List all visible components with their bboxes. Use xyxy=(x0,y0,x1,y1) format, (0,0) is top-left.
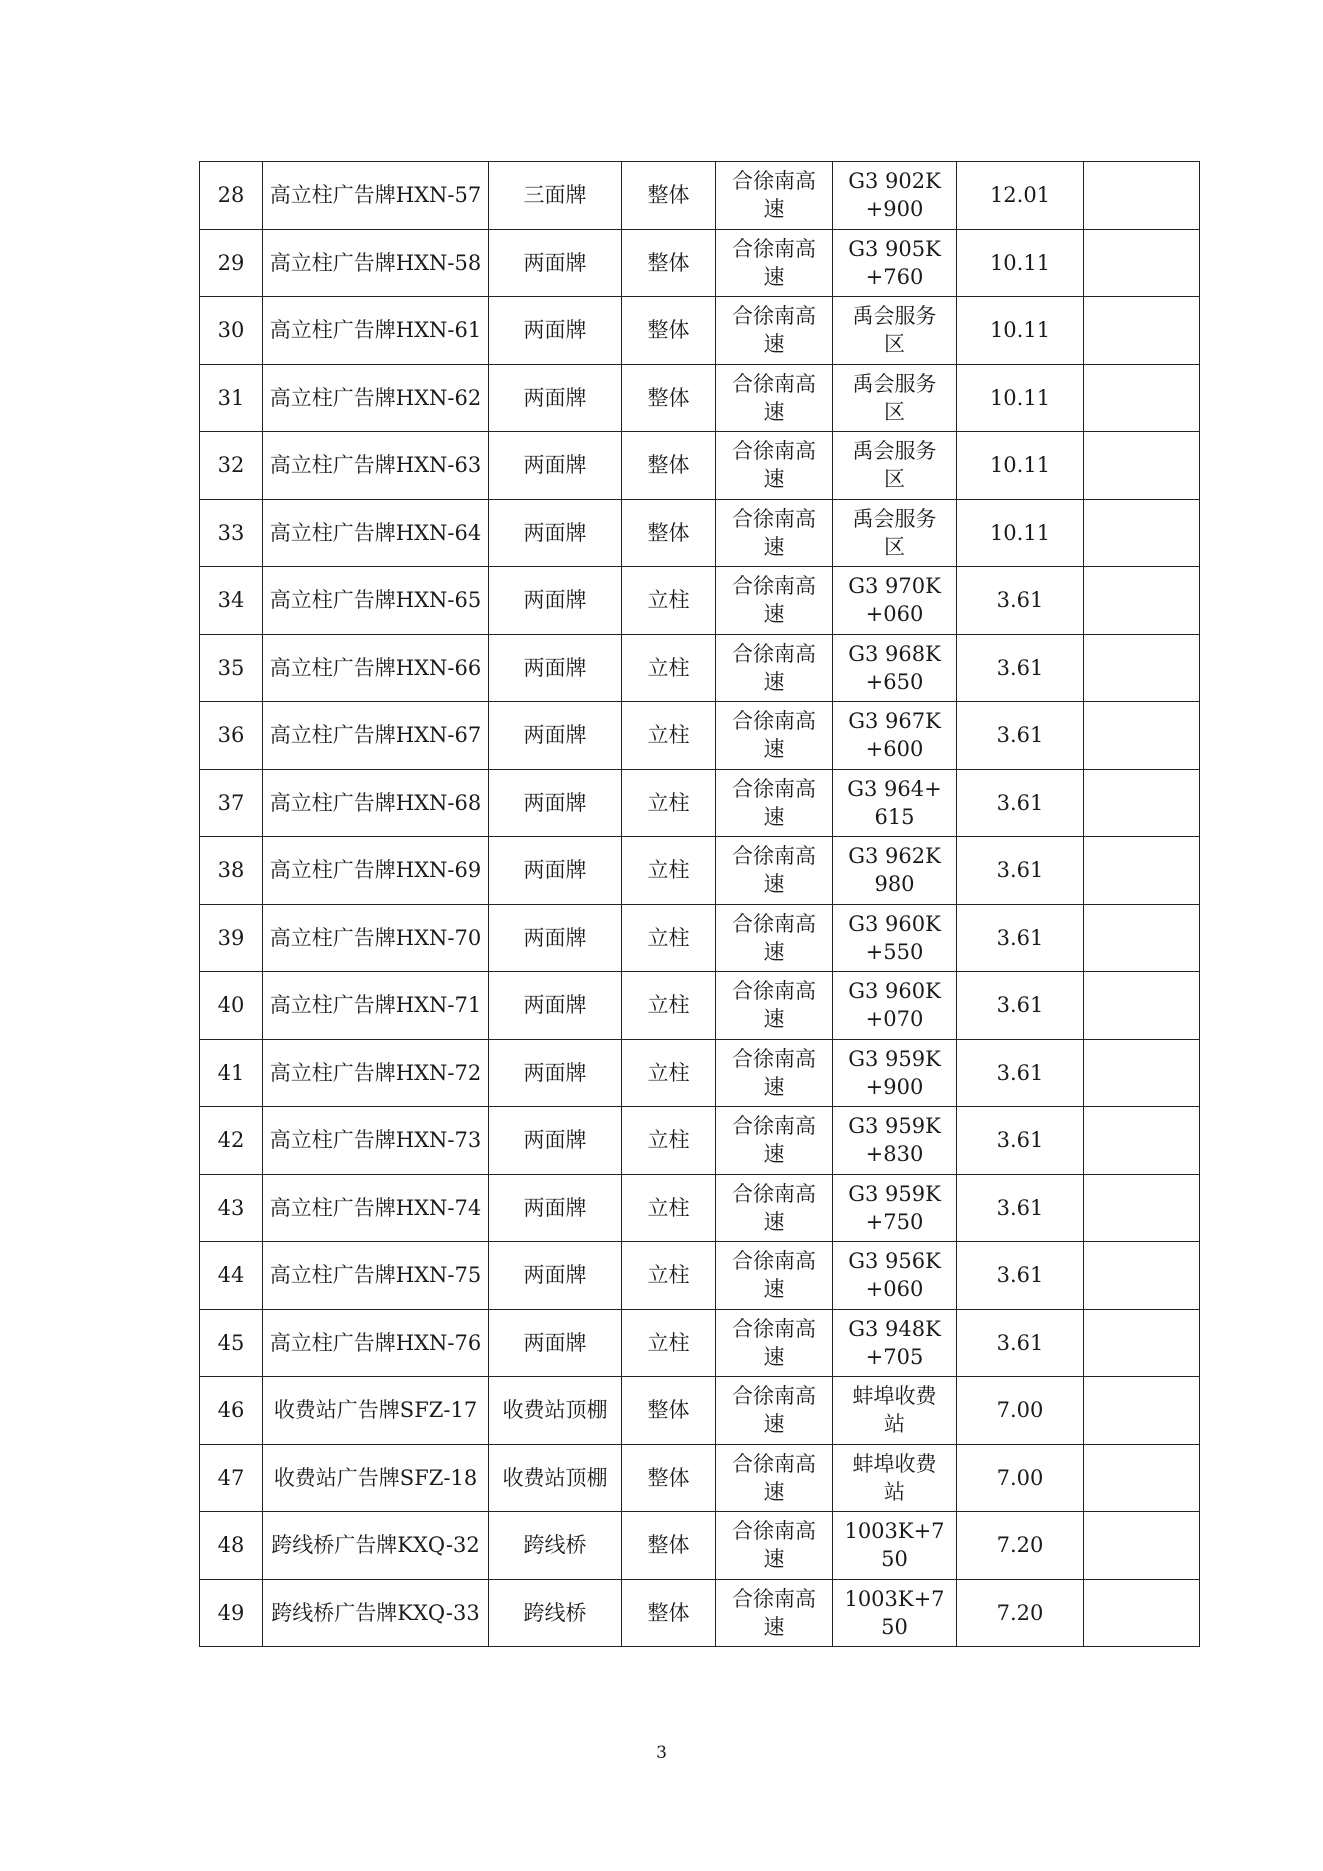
cell-type: 两面牌 xyxy=(489,1174,622,1242)
cell-location: 蚌埠收费站 xyxy=(833,1377,957,1445)
cell-road: 合徐南高速 xyxy=(716,904,833,972)
cell-name: 高立柱广告牌HXN-58 xyxy=(263,229,489,297)
cell-number: 42 xyxy=(200,1107,263,1175)
cell-number: 34 xyxy=(200,567,263,635)
cell-note xyxy=(1084,1039,1200,1107)
table-row xyxy=(200,1107,1200,1175)
cell-type: 两面牌 xyxy=(489,904,622,972)
cell-area: 3.61 xyxy=(957,1242,1084,1310)
cell-area: 3.61 xyxy=(957,837,1084,905)
cell-number: 35 xyxy=(200,634,263,702)
cell-number: 45 xyxy=(200,1309,263,1377)
cell-number: 43 xyxy=(200,1174,263,1242)
cell-number: 49 xyxy=(200,1579,263,1647)
cell-type: 两面牌 xyxy=(489,364,622,432)
cell-location: 禹会服务区 xyxy=(833,432,957,500)
cell-name: 高立柱广告牌HXN-61 xyxy=(263,297,489,365)
cell-road: 合徐南高速 xyxy=(716,972,833,1040)
cell-road: 合徐南高速 xyxy=(716,837,833,905)
cell-location: G3 959K+830 xyxy=(833,1107,957,1175)
cell-form: 整体 xyxy=(622,499,716,567)
cell-form: 整体 xyxy=(622,229,716,297)
cell-road: 合徐南高速 xyxy=(716,432,833,500)
table-row xyxy=(200,432,1200,500)
table-row xyxy=(200,1242,1200,1310)
cell-form: 整体 xyxy=(622,432,716,500)
cell-name: 高立柱广告牌HXN-72 xyxy=(263,1039,489,1107)
cell-location: G3 960K+070 xyxy=(833,972,957,1040)
table-row xyxy=(200,1512,1200,1580)
cell-location: 禹会服务区 xyxy=(833,499,957,567)
cell-location: G3 960K+550 xyxy=(833,904,957,972)
cell-name: 跨线桥广告牌KXQ-32 xyxy=(263,1512,489,1580)
cell-note xyxy=(1084,904,1200,972)
cell-road: 合徐南高速 xyxy=(716,1579,833,1647)
cell-area: 3.61 xyxy=(957,904,1084,972)
cell-note xyxy=(1084,972,1200,1040)
table-row xyxy=(200,297,1200,365)
cell-location: G3 968K+650 xyxy=(833,634,957,702)
cell-note xyxy=(1084,162,1200,230)
table-row xyxy=(200,972,1200,1040)
cell-number: 37 xyxy=(200,769,263,837)
cell-note xyxy=(1084,1444,1200,1512)
cell-note xyxy=(1084,1242,1200,1310)
cell-form: 整体 xyxy=(622,297,716,365)
cell-form: 立柱 xyxy=(622,634,716,702)
cell-name: 高立柱广告牌HXN-63 xyxy=(263,432,489,500)
cell-form: 整体 xyxy=(622,162,716,230)
cell-road: 合徐南高速 xyxy=(716,1039,833,1107)
cell-form: 立柱 xyxy=(622,1107,716,1175)
cell-type: 两面牌 xyxy=(489,1309,622,1377)
cell-area: 12.01 xyxy=(957,162,1084,230)
cell-road: 合徐南高速 xyxy=(716,229,833,297)
cell-name: 高立柱广告牌HXN-64 xyxy=(263,499,489,567)
cell-number: 30 xyxy=(200,297,263,365)
cell-type: 两面牌 xyxy=(489,634,622,702)
cell-number: 29 xyxy=(200,229,263,297)
cell-location: G3 962K980 xyxy=(833,837,957,905)
cell-location: G3 948K+705 xyxy=(833,1309,957,1377)
table-row xyxy=(200,1309,1200,1377)
cell-note xyxy=(1084,1579,1200,1647)
cell-number: 39 xyxy=(200,904,263,972)
cell-type: 收费站顶棚 xyxy=(489,1444,622,1512)
cell-name: 高立柱广告牌HXN-68 xyxy=(263,769,489,837)
table-row xyxy=(200,837,1200,905)
cell-number: 38 xyxy=(200,837,263,905)
cell-area: 10.11 xyxy=(957,364,1084,432)
cell-road: 合徐南高速 xyxy=(716,364,833,432)
cell-road: 合徐南高速 xyxy=(716,702,833,770)
cell-type: 两面牌 xyxy=(489,229,622,297)
cell-type: 两面牌 xyxy=(489,769,622,837)
table-row xyxy=(200,567,1200,635)
cell-location: 1003K+750 xyxy=(833,1579,957,1647)
cell-area: 3.61 xyxy=(957,702,1084,770)
cell-note xyxy=(1084,364,1200,432)
cell-location: G3 964+615 xyxy=(833,769,957,837)
cell-name: 高立柱广告牌HXN-71 xyxy=(263,972,489,1040)
cell-location: G3 970K+060 xyxy=(833,567,957,635)
cell-form: 整体 xyxy=(622,1512,716,1580)
cell-name: 收费站广告牌SFZ-17 xyxy=(263,1377,489,1445)
cell-area: 3.61 xyxy=(957,634,1084,702)
cell-type: 两面牌 xyxy=(489,1039,622,1107)
cell-note xyxy=(1084,634,1200,702)
cell-note xyxy=(1084,229,1200,297)
table-row xyxy=(200,229,1200,297)
cell-number: 46 xyxy=(200,1377,263,1445)
cell-location: G3 905K+760 xyxy=(833,229,957,297)
cell-name: 高立柱广告牌HXN-62 xyxy=(263,364,489,432)
cell-name: 高立柱广告牌HXN-70 xyxy=(263,904,489,972)
cell-area: 3.61 xyxy=(957,1039,1084,1107)
cell-area: 3.61 xyxy=(957,972,1084,1040)
cell-type: 收费站顶棚 xyxy=(489,1377,622,1445)
cell-type: 跨线桥 xyxy=(489,1579,622,1647)
cell-name: 高立柱广告牌HXN-57 xyxy=(263,162,489,230)
table-row xyxy=(200,364,1200,432)
cell-area: 7.00 xyxy=(957,1444,1084,1512)
table-row xyxy=(200,1579,1200,1647)
table-row xyxy=(200,499,1200,567)
cell-form: 整体 xyxy=(622,1444,716,1512)
cell-form: 立柱 xyxy=(622,769,716,837)
cell-location: G3 959K+900 xyxy=(833,1039,957,1107)
cell-name: 高立柱广告牌HXN-76 xyxy=(263,1309,489,1377)
cell-form: 立柱 xyxy=(622,1174,716,1242)
cell-note xyxy=(1084,1174,1200,1242)
table-row xyxy=(200,634,1200,702)
cell-name: 高立柱广告牌HXN-73 xyxy=(263,1107,489,1175)
cell-name: 收费站广告牌SFZ-18 xyxy=(263,1444,489,1512)
table-row xyxy=(200,162,1200,230)
cell-number: 36 xyxy=(200,702,263,770)
cell-form: 立柱 xyxy=(622,1039,716,1107)
cell-name: 高立柱广告牌HXN-74 xyxy=(263,1174,489,1242)
cell-form: 立柱 xyxy=(622,567,716,635)
cell-area: 7.20 xyxy=(957,1579,1084,1647)
cell-road: 合徐南高速 xyxy=(716,499,833,567)
cell-type: 两面牌 xyxy=(489,702,622,770)
cell-road: 合徐南高速 xyxy=(716,1309,833,1377)
cell-location: G3 959K+750 xyxy=(833,1174,957,1242)
cell-type: 两面牌 xyxy=(489,499,622,567)
table-body xyxy=(200,162,1200,1647)
page-number: 3 xyxy=(656,1743,667,1763)
cell-area: 3.61 xyxy=(957,567,1084,635)
table-row xyxy=(200,702,1200,770)
cell-road: 合徐南高速 xyxy=(716,1242,833,1310)
cell-road: 合徐南高速 xyxy=(716,162,833,230)
cell-form: 立柱 xyxy=(622,702,716,770)
cell-location: 1003K+750 xyxy=(833,1512,957,1580)
cell-form: 整体 xyxy=(622,364,716,432)
cell-form: 立柱 xyxy=(622,1309,716,1377)
cell-type: 两面牌 xyxy=(489,972,622,1040)
cell-location: 禹会服务区 xyxy=(833,364,957,432)
table-row xyxy=(200,904,1200,972)
cell-form: 整体 xyxy=(622,1579,716,1647)
cell-name: 高立柱广告牌HXN-69 xyxy=(263,837,489,905)
cell-name: 跨线桥广告牌KXQ-33 xyxy=(263,1579,489,1647)
cell-note xyxy=(1084,567,1200,635)
cell-number: 28 xyxy=(200,162,263,230)
cell-type: 两面牌 xyxy=(489,1107,622,1175)
cell-note xyxy=(1084,769,1200,837)
cell-note xyxy=(1084,1107,1200,1175)
cell-form: 整体 xyxy=(622,1377,716,1445)
table-row xyxy=(200,1174,1200,1242)
cell-area: 3.61 xyxy=(957,1107,1084,1175)
cell-note xyxy=(1084,432,1200,500)
table-row xyxy=(200,769,1200,837)
cell-number: 41 xyxy=(200,1039,263,1107)
cell-form: 立柱 xyxy=(622,904,716,972)
cell-type: 两面牌 xyxy=(489,567,622,635)
cell-area: 10.11 xyxy=(957,432,1084,500)
cell-form: 立柱 xyxy=(622,837,716,905)
cell-area: 10.11 xyxy=(957,229,1084,297)
billboard-table xyxy=(199,161,1200,1647)
cell-number: 32 xyxy=(200,432,263,500)
cell-area: 10.11 xyxy=(957,297,1084,365)
cell-road: 合徐南高速 xyxy=(716,1512,833,1580)
cell-number: 40 xyxy=(200,972,263,1040)
cell-form: 立柱 xyxy=(622,972,716,1040)
cell-name: 高立柱广告牌HXN-67 xyxy=(263,702,489,770)
cell-form: 立柱 xyxy=(622,1242,716,1310)
cell-road: 合徐南高速 xyxy=(716,769,833,837)
cell-road: 合徐南高速 xyxy=(716,297,833,365)
cell-road: 合徐南高速 xyxy=(716,1174,833,1242)
cell-type: 三面牌 xyxy=(489,162,622,230)
cell-name: 高立柱广告牌HXN-65 xyxy=(263,567,489,635)
cell-note xyxy=(1084,499,1200,567)
cell-number: 33 xyxy=(200,499,263,567)
cell-area: 3.61 xyxy=(957,769,1084,837)
cell-road: 合徐南高速 xyxy=(716,634,833,702)
cell-name: 高立柱广告牌HXN-75 xyxy=(263,1242,489,1310)
table-row xyxy=(200,1039,1200,1107)
cell-type: 跨线桥 xyxy=(489,1512,622,1580)
cell-area: 3.61 xyxy=(957,1174,1084,1242)
cell-type: 两面牌 xyxy=(489,297,622,365)
cell-location: 蚌埠收费站 xyxy=(833,1444,957,1512)
cell-note xyxy=(1084,1377,1200,1445)
cell-number: 48 xyxy=(200,1512,263,1580)
cell-road: 合徐南高速 xyxy=(716,1377,833,1445)
cell-type: 两面牌 xyxy=(489,432,622,500)
cell-road: 合徐南高速 xyxy=(716,567,833,635)
cell-number: 44 xyxy=(200,1242,263,1310)
cell-area: 3.61 xyxy=(957,1309,1084,1377)
cell-area: 7.00 xyxy=(957,1377,1084,1445)
cell-note xyxy=(1084,837,1200,905)
table-row xyxy=(200,1444,1200,1512)
cell-location: G3 956K+060 xyxy=(833,1242,957,1310)
cell-type: 两面牌 xyxy=(489,837,622,905)
cell-location: G3 902K+900 xyxy=(833,162,957,230)
cell-area: 7.20 xyxy=(957,1512,1084,1580)
cell-number: 31 xyxy=(200,364,263,432)
cell-name: 高立柱广告牌HXN-66 xyxy=(263,634,489,702)
cell-type: 两面牌 xyxy=(489,1242,622,1310)
cell-road: 合徐南高速 xyxy=(716,1444,833,1512)
cell-number: 47 xyxy=(200,1444,263,1512)
cell-note xyxy=(1084,297,1200,365)
cell-note xyxy=(1084,1512,1200,1580)
table-row xyxy=(200,1377,1200,1445)
cell-location: G3 967K+600 xyxy=(833,702,957,770)
cell-location: 禹会服务区 xyxy=(833,297,957,365)
cell-area: 10.11 xyxy=(957,499,1084,567)
cell-note xyxy=(1084,702,1200,770)
cell-note xyxy=(1084,1309,1200,1377)
cell-road: 合徐南高速 xyxy=(716,1107,833,1175)
